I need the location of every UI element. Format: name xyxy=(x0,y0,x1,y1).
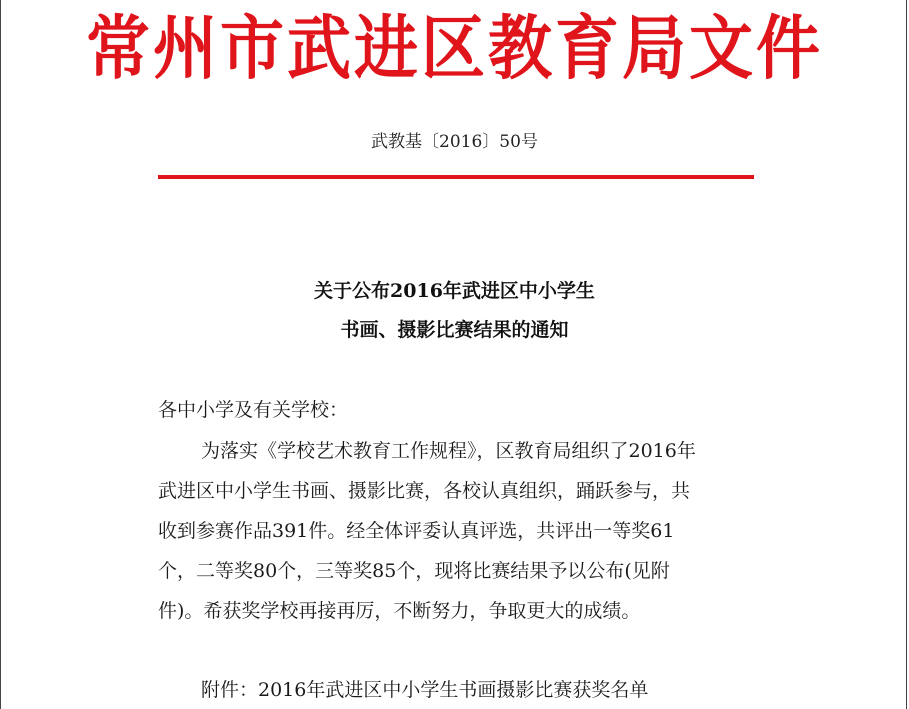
body-line: 个，二等奖80个，三等奖85个，现将比赛结果予以公布(见附 xyxy=(158,560,670,582)
salutation: 各中小学及有关学校： xyxy=(158,399,349,421)
attachment-note: 附件：2016年武进区中小学生书画摄影比赛获奖名单 xyxy=(201,679,649,701)
issuer-header-title: 常州市武进区教育局文件 xyxy=(86,8,823,90)
body-line: 武进区中小学生书画、摄影比赛，各校认真组织，踊跃参与，共 xyxy=(158,480,691,502)
notice-title-line-2: 书画、摄影比赛结果的通知 xyxy=(340,319,569,341)
document-number: 武教基〔2016〕50号 xyxy=(371,132,538,152)
notice-title-line-1: 关于公布2016年武进区中小学生 xyxy=(314,280,595,302)
body-line: 为落实《学校艺术教育工作规程》，区教育局组织了2016年 xyxy=(201,440,696,462)
body-line: 收到参赛作品391件。经全体评委认真评选，共评出一等奖61 xyxy=(158,520,675,542)
body-line: 件)。希获奖学校再接再厉，不断努力，争取更大的成绩。 xyxy=(158,600,641,622)
red-header-divider xyxy=(158,175,754,179)
